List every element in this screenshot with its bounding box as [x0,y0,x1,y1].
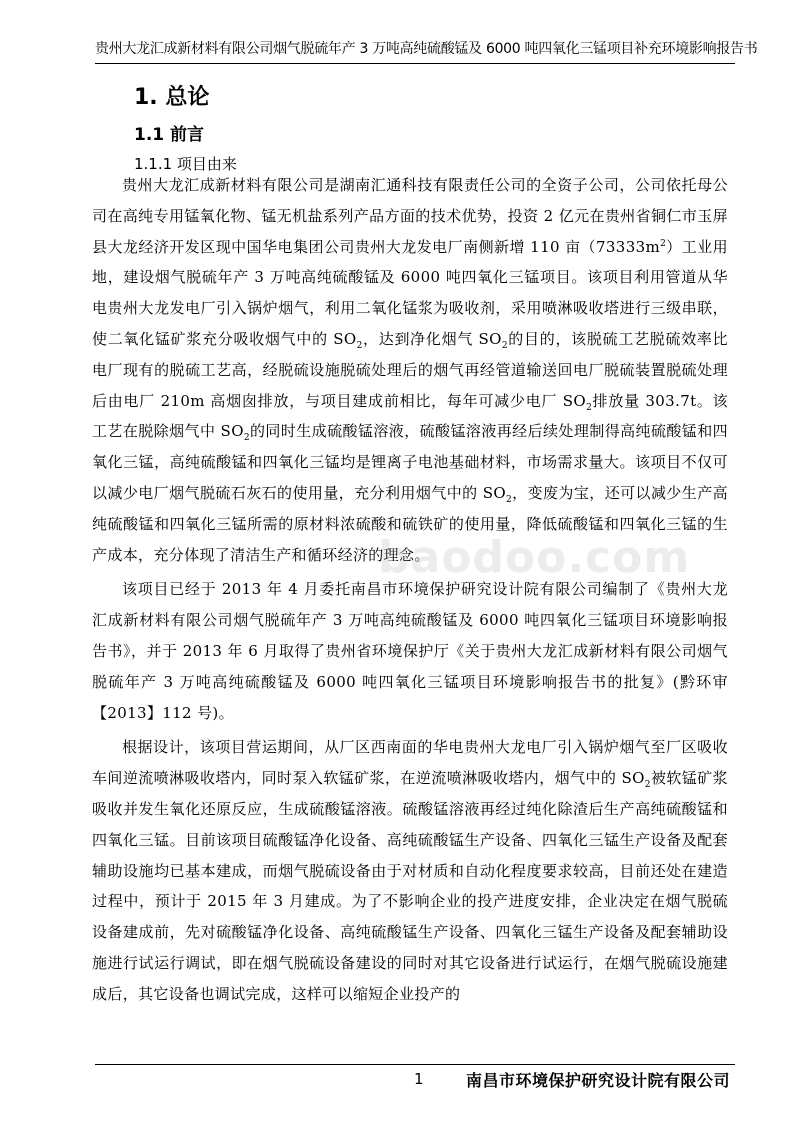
text-run: 被软锰矿浆吸收并发生氧化还原反应，生成硫酸锰溶液。硫酸锰溶液再经过纯化除渣后生产高纯硫酸锰和四氧化三锰。目前该项目硫酸锰净化设备、高纯硫酸锰生产设备、四氧化三锰生产设备及配套辅助设施均已基本建成，而烟气脱硫设备由于对材质和自动化程度要求较高，目前还处在建造过程中，预计于 2015 年 3 月建成。为了不影响企业的投产进度安排，企业决定在烟气脱硫设备建成前，先对硫酸锰净化设备、高纯硫酸锰生产设备、四氧化三锰生产设备及配套辅助设施进行试运行调试，即在烟气脱硫设备建设的同时对其它设备进行试运行，在烟气脱硫设施建成后，其它设备也调试完成，这样可以缩短企业投产的 [92,769,728,1003]
subscript: 2 [586,402,593,413]
text-run: 的目的，该脱硫工艺脱硫效率比电厂现有的脱硫工艺高，经脱硫设施脱硫处理后的烟气再经管道输送回电厂脱硫装置脱硫处理后由电厂 210m 高烟囱排放，与项目建成前相比，每年可减少电厂 SO [92,329,729,410]
subscript: 2 [506,494,513,505]
footer-organization: 南昌市环境保护研究设计院有限公司 [466,1071,731,1090]
text-run: 贵州大龙汇成新材料有限公司是湖南汇通科技有限责任公司的全资子公司，公司依托母公司在高纯专用锰氧化物、锰无机盐系列产品方面的技术优势，投资 2 亿元在贵州省铜仁市玉屏县大龙经济开发区现中国华电集团公司贵州大龙发电厂南侧新增 110 亩（73333m [92,176,728,256]
chapter-heading: 1. 总论 [134,85,210,110]
text-run: 根据设计，该项目营运期间，从厂区西南面的华电贵州大龙电厂引入锅炉烟气至厂区吸收车间逆流喷淋吸收塔内，同时泵入软锰矿浆，在逆流喷淋吸收塔内，烟气中的 SO [92,738,728,788]
superscript: 2 [660,238,667,249]
subscript: 2 [644,780,651,791]
subscript: 2 [243,433,250,444]
text-run: 该项目已经于 2013 年 4 月委托南昌市环境保护研究设计院有限公司编制了《贵州大龙汇成新材料有限公司烟气脱硫年产 3 万吨高纯硫酸锰及 6000 吨四氧化三锰项目环境影响报告书》，并于 2013 年 6 月取得了贵州省环境保护厅《关于贵州大龙汇成新材料有限公司烟气脱硫年产 3 万吨高纯硫酸锰及 6000 吨四氧化三锰项目环境影响报告书的批复》(黔环审【2013】112 号)。 [92,580,728,722]
text-run: ，变废为宝，还可以减少生产高纯硫酸锰和四氧化三锰所需的原材料浓硫酸和硫铁矿的使用量，降低硫酸锰和四氧化三锰的生产成本，充分体现了清洁生产和循环经济的理念。 [92,483,728,564]
paragraph-eia-history [92,574,728,728]
subscript: 2 [356,340,363,351]
body-text [92,170,728,1010]
text-run: ）工业用地，建设烟气脱硫年产 3 万吨高纯硫酸锰及 6000 吨四氧化三锰项目。该项目利用管道从华电贵州大龙发电厂引入锅炉烟气，利用二氧化锰浆为吸收剂，采用喷淋吸收塔进行三级串联，使二氧化锰矿浆充分吸收烟气中的 SO [92,237,728,348]
text-run: 排放量 303.7t。该工艺在脱除烟气中 SO [92,391,728,441]
running-header-title: 贵州大龙汇成新材料有限公司烟气脱硫年产 3 万吨高纯硫酸锰及 6000 吨四氧化三锰项目补充环境影响报告书 [95,41,758,57]
watermark: baodoo.com [378,532,691,583]
subsection-heading: 1.1.1 项目由来 [134,155,237,173]
text-run: 的同时生成硫酸锰溶液，硫酸锰溶液再经后续处理制得高纯硫酸锰和四氧化三锰，高纯硫酸锰和四氧化三锰均是锂离子电池基础材料，市场需求量大。该项目不仅可以减少电厂烟气脱硫石灰石的使用量，充分利用烟气中的 SO [92,422,728,502]
paragraph-project-background [92,170,728,570]
page-number: 1 [414,1070,424,1088]
section-heading: 1.1 前言 [134,125,205,145]
text-run: ，达到净化烟气 SO [362,329,502,348]
paragraph-design-status [92,732,728,1009]
header-divider [95,63,735,64]
subscript: 2 [501,340,508,351]
footer-divider [95,1064,735,1065]
